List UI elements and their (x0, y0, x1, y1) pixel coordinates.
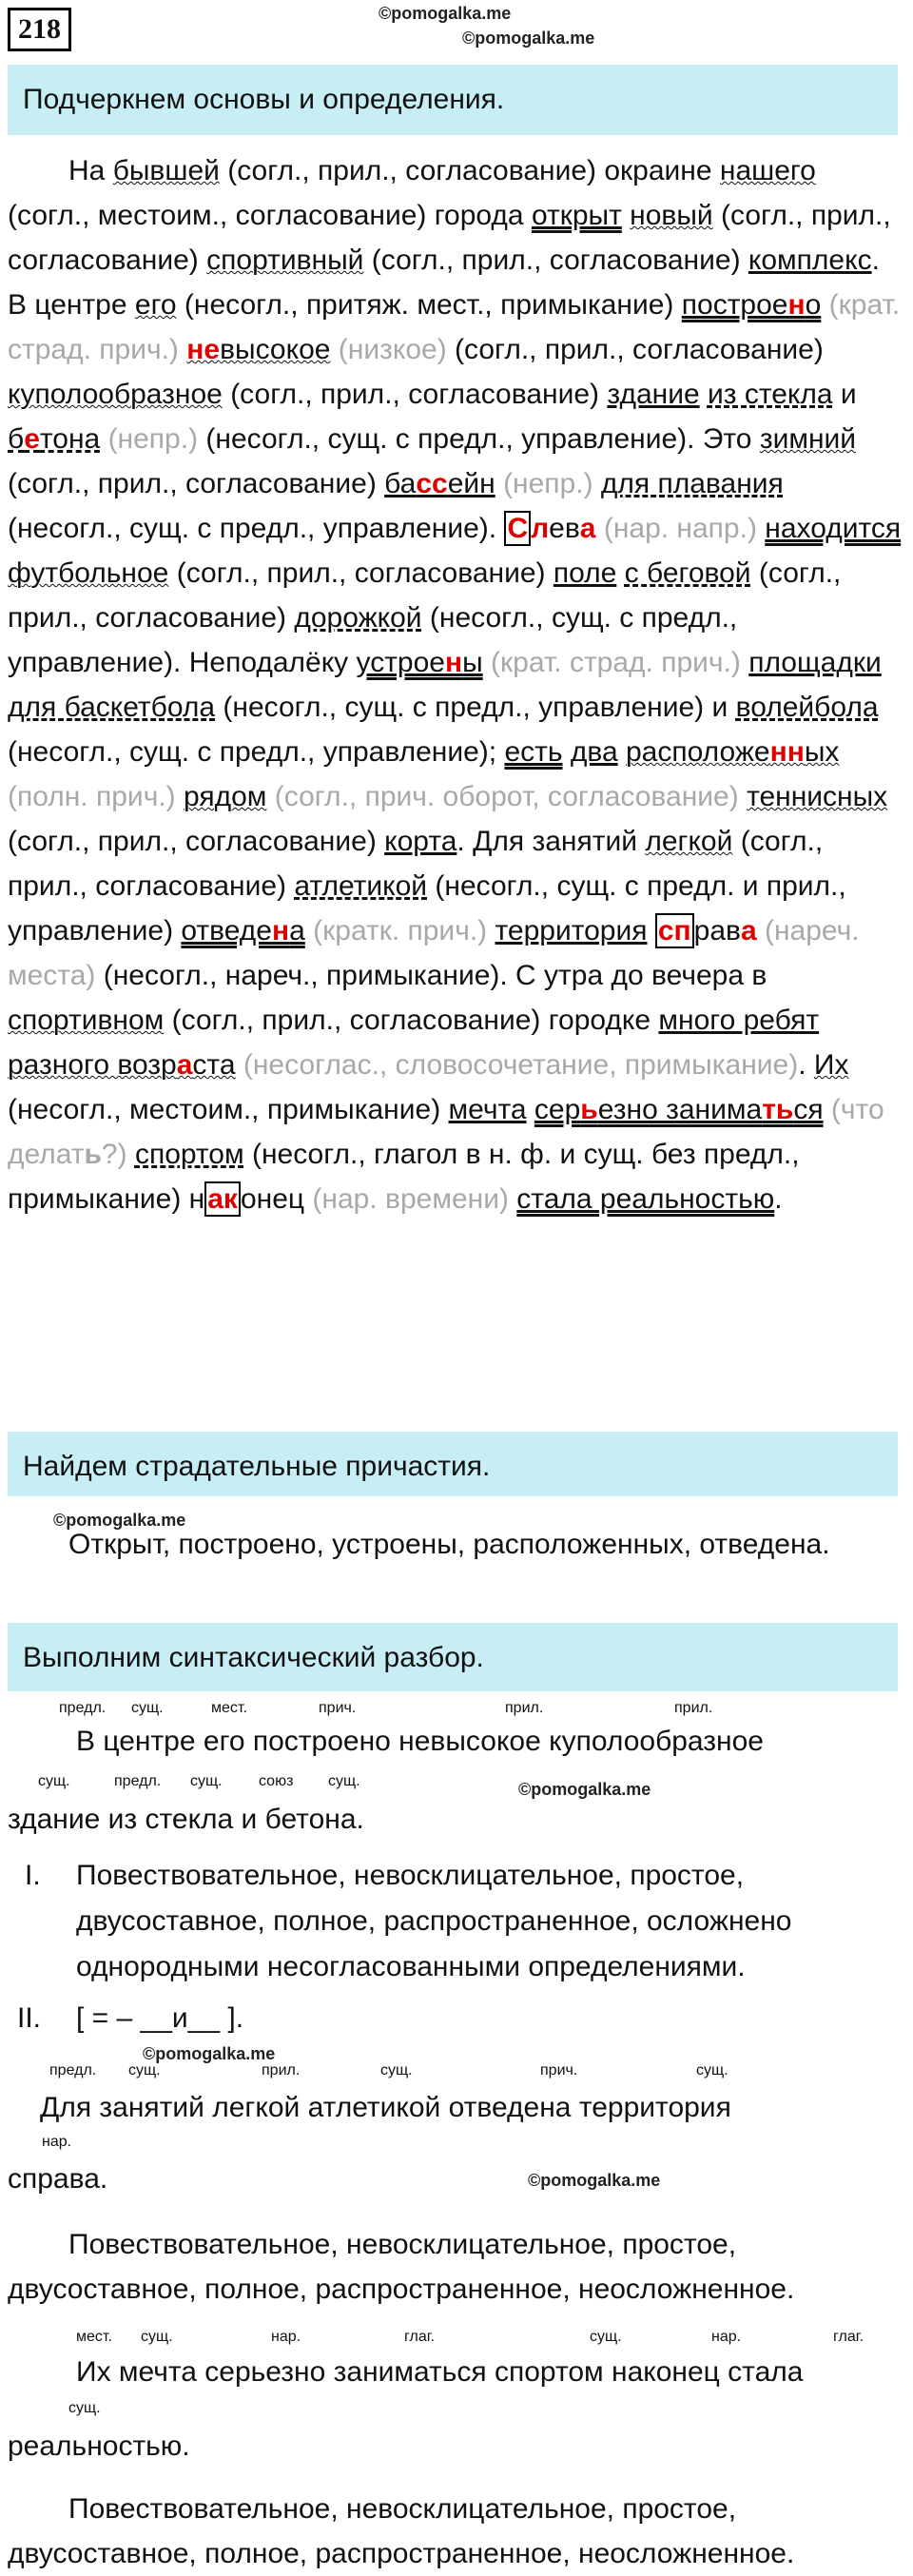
pos-tag: сущ. (380, 2062, 413, 2078)
sentence-line: здание из стекла и бетона. (8, 1804, 364, 1835)
watermark: ©pomogalka.me (143, 2044, 276, 2063)
pos-tag: прил. (674, 1700, 713, 1716)
pos-tag: прил. (505, 1700, 544, 1716)
pos-tag: сущ. (128, 2062, 161, 2078)
watermark: ©pomogalka.me (53, 1511, 186, 1530)
watermark: ©pomogalka.me (462, 29, 595, 48)
pos-tag: глаг. (404, 2329, 436, 2345)
section-heading: Найдем страдательные причастия. (8, 1432, 898, 1496)
pos-tag: мест. (76, 2329, 112, 2345)
pos-tag: сущ. (38, 1773, 70, 1789)
sentence-line: Их мечта серьезно заниматься спортом наконец стала (76, 2356, 804, 2388)
sentence-characteristics: Повествовательное, невосклицательное, простое, двусоставное, полное, распространенное, неосложненное. (8, 2493, 795, 2569)
pos-tag: предл. (59, 1700, 107, 1716)
section-heading: Подчеркнем основы и определения. (8, 65, 898, 135)
pos-tag: прич. (319, 1700, 357, 1716)
pos-tag: нар. (42, 2134, 72, 2150)
pos-tag: прил. (262, 2062, 301, 2078)
pos-tag: прич. (540, 2062, 578, 2078)
watermark: ©pomogalka.me (379, 4, 512, 23)
pos-tag: сущ. (141, 2329, 173, 2345)
pos-tag: сущ. (131, 1700, 164, 1716)
participles-answer: Открыт, построено, устроены, расположенных, отведена. (68, 1529, 830, 1560)
sentence-line: справа. (8, 2163, 108, 2195)
sentence-line: реальностью. (8, 2430, 190, 2462)
pos-tag: сущ. (590, 2329, 622, 2345)
pos-tag: сущ. (190, 1773, 223, 1789)
task-number: 218 (8, 8, 71, 51)
pos-tag: предл. (114, 1773, 162, 1789)
roman-numeral: I. (25, 1860, 41, 1891)
pos-tag: нар. (271, 2329, 301, 2345)
pos-tag: нар. (711, 2329, 742, 2345)
roman-numeral: II. (17, 2002, 42, 2034)
pos-tag: глаг. (833, 2329, 864, 2345)
sentence-line: Для занятий легкой атлетикой отведена территория (40, 2092, 731, 2123)
sentence-line: В центре его построено невысокое куполообразное (76, 1726, 764, 1757)
pos-tag: сущ. (696, 2062, 728, 2078)
sentence-characteristics: Повествовательное, невосклицательное, простое, двусоставное, полное, распространенное, осложнено однородными несогласованными определениями. (76, 1860, 792, 1982)
analysed-text: На бывшей (согл., прил., согласование) окраине нашего (согл., местоим., согласование) города открыт новый (согл., прил., согласование) спортивный (согл., прил., согласование) комплекс. В центре его (несогл., притяж. мест., примыкание) построено (крат. страд. прич.) невысокое (низкое) (согл., прил., согласование) куполообразное (согл., прил., согласование) здание из стекла и бетона (непр.) (несогл., сущ. с предл., управление). Это зимний (согл., прил., согласование) бассейн (непр.) для плавания (несогл., сущ. с предл., управление). С лева (нар. напр.) находится футбольное (согл., прил., согласование) поле с беговой (согл., прил., согласование) дорожкой (несогл., сущ. с предл., управление). Неподалёку устроены (крат. страд. прич.) площадки для баскетбола (несогл., сущ. с предл., управление) и волейбола (несогл., сущ. с предл., управление); есть два расположенных (полн. прич.) рядом (согл., прич. оборот, согласование) теннисных (согл., прил., согласование) корта. Для занятий легкой (согл., прил., согласование) атлетикой (несогл., сущ. с предл. и прил., управление) отведена (кратк. прич.) территория сп рава (нареч. места) (несогл., нареч., примыкание). С утра до вечера в спортивном (согл., прил., согласование) городке много ребят разного возраста (несоглас., словосочетание, примыкание). Их (несогл., местоим., примыкание) мечта серьезно заниматься (что делать?) спортом (несогл., глагол в н. ф. и сущ. без предл., примыкание) н ак онец (нар. времени) стала реальностью. (8, 155, 902, 1215)
watermark: ©pomogalka.me (528, 2171, 661, 2190)
pos-tag: предл. (49, 2062, 97, 2078)
pos-tag: сущ. (328, 1773, 360, 1789)
sentence-characteristics: Повествовательное, невосклицательное, простое, двусоставное, полное, распространенное, неосложненное. (8, 2229, 795, 2305)
pos-tag: сущ. (68, 2400, 101, 2416)
pos-tag: мест. (211, 1700, 247, 1716)
watermark: ©pomogalka.me (518, 1780, 651, 1799)
section-heading: Выполним синтаксический разбор. (8, 1623, 898, 1691)
sentence-scheme: [ = – __и__ ]. (76, 2002, 244, 2034)
pos-tag: союз (259, 1773, 294, 1789)
